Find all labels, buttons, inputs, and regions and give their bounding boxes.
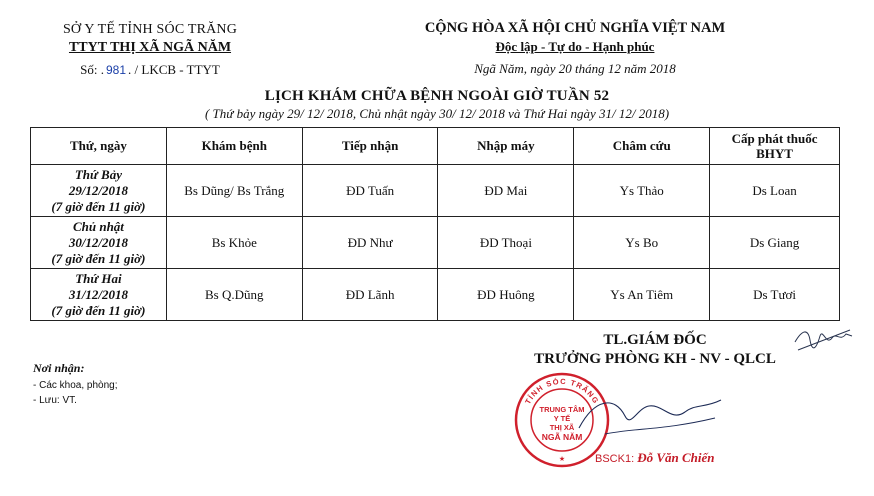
nation-title: CỘNG HÒA XÃ HỘI CHỦ NGHĨA VIỆT NAM <box>424 20 726 36</box>
day-cell <box>31 217 167 269</box>
org-line2: TTYT THỊ XÃ NGÃ NĂM <box>68 40 232 55</box>
recipient-item: - Lưu: VT. <box>33 395 77 406</box>
nhap-may-cell: ĐD Mai <box>438 165 574 217</box>
stamp-star-icon: ★ <box>558 455 566 463</box>
tiep-nhan-cell: ĐD Tuấn <box>302 165 438 217</box>
doc-number-value: 981 <box>105 63 127 77</box>
header-left <box>20 22 280 78</box>
director-name <box>595 450 715 466</box>
nhap-may-cell: ĐD Huông <box>438 269 574 321</box>
stamp-outer-text: TỈNH SÓC TRĂNG <box>523 376 601 406</box>
motto: Độc lập - Tự do - Hạnh phúc <box>495 39 655 54</box>
header-kham-benh: Khám bệnh <box>166 128 302 165</box>
table-row <box>31 165 840 217</box>
header-right <box>410 20 740 77</box>
kham-benh-cell: Bs Dũng/ Bs Trắng <box>166 165 302 217</box>
kham-benh-cell: Bs Khỏe <box>166 217 302 269</box>
day-name: Thứ Bảy <box>74 166 122 182</box>
header-nhap-may: Nhập máy <box>438 128 574 165</box>
director-prefix: BSCK1: <box>595 453 638 465</box>
kham-benh-cell: Bs Q.Dũng <box>166 269 302 321</box>
nhap-may-cell: ĐD Thoại <box>438 217 574 269</box>
schedule-table <box>30 127 840 321</box>
day-date: 30/12/2018 <box>68 234 129 250</box>
document-subtitle: ( Thứ bảy ngày 29/ 12/ 2018, Chủ nhật ngày 30/ 12/ 2018 và Thứ Hai ngày 31/ 12/ 2018) <box>204 106 670 121</box>
day-hours: (7 giờ đến 11 giờ) <box>51 198 146 214</box>
stamp-inner-3: THỊ XÃ <box>549 423 575 432</box>
tiep-nhan-cell: ĐD Như <box>302 217 438 269</box>
header-tiep-nhan: Tiếp nhận <box>302 128 438 165</box>
director-full-name: Đỗ Văn Chiến <box>637 450 715 465</box>
table-row <box>31 269 840 321</box>
initial-flourish <box>790 320 860 360</box>
tiep-nhan-cell: ĐD Lãnh <box>302 269 438 321</box>
doc-number-suffix: . / LKCB - TTYT <box>128 62 220 77</box>
signature-position: TRƯỞNG PHÒNG KH - NV - QLCL <box>534 351 776 367</box>
day-name: Thứ Hai <box>75 270 122 286</box>
cham-cuu-cell: Ys Bo <box>574 217 710 269</box>
cham-cuu-cell: Ys An Tiêm <box>574 269 710 321</box>
day-date: 31/12/2018 <box>68 286 129 302</box>
cham-cuu-cell: Ys Thảo <box>574 165 710 217</box>
cap-phat-thuoc-cell: Ds Tươi <box>710 269 840 321</box>
recipient-item: - Các khoa, phòng; <box>33 380 118 391</box>
stamp-inner-4: NGÃ NĂM <box>541 432 583 442</box>
header-day: Thứ, ngày <box>31 128 167 165</box>
signature-title: TL.GIÁM ĐỐC <box>603 332 707 348</box>
doc-number-prefix: Số: . <box>80 62 104 77</box>
org-line1: SỞ Y TẾ TỈNH SÓC TRĂNG <box>62 22 238 37</box>
day-cell <box>31 269 167 321</box>
handwritten-signature <box>575 388 725 448</box>
cap-phat-thuoc-cell: Ds Loan <box>710 165 840 217</box>
day-hours: (7 giờ đến 11 giờ) <box>51 250 146 266</box>
table-header-row <box>31 128 840 165</box>
cap-phat-thuoc-cell: Ds Giang <box>710 217 840 269</box>
table-row <box>31 217 840 269</box>
stamp-inner-2: Y TẾ <box>553 414 571 423</box>
document-title: LỊCH KHÁM CHỮA BỆNH NGOÀI GIỜ TUẦN 52 <box>264 88 610 104</box>
header-cham-cuu: Châm cứu <box>574 128 710 165</box>
day-cell <box>31 165 167 217</box>
day-name: Chủ nhật <box>72 218 124 234</box>
header-cap-phat-thuoc: Cấp phát thuốc BHYT <box>710 128 840 165</box>
day-date: 29/12/2018 <box>68 182 129 198</box>
doc-number <box>20 62 280 78</box>
day-hours: (7 giờ đến 11 giờ) <box>51 302 146 318</box>
recipients-title: Nơi nhận: <box>33 361 85 375</box>
place-date: Ngã Năm, ngày 20 tháng 12 năm 2018 <box>474 61 676 76</box>
stamp-inner-1: TRUNG TÂM <box>539 405 585 414</box>
